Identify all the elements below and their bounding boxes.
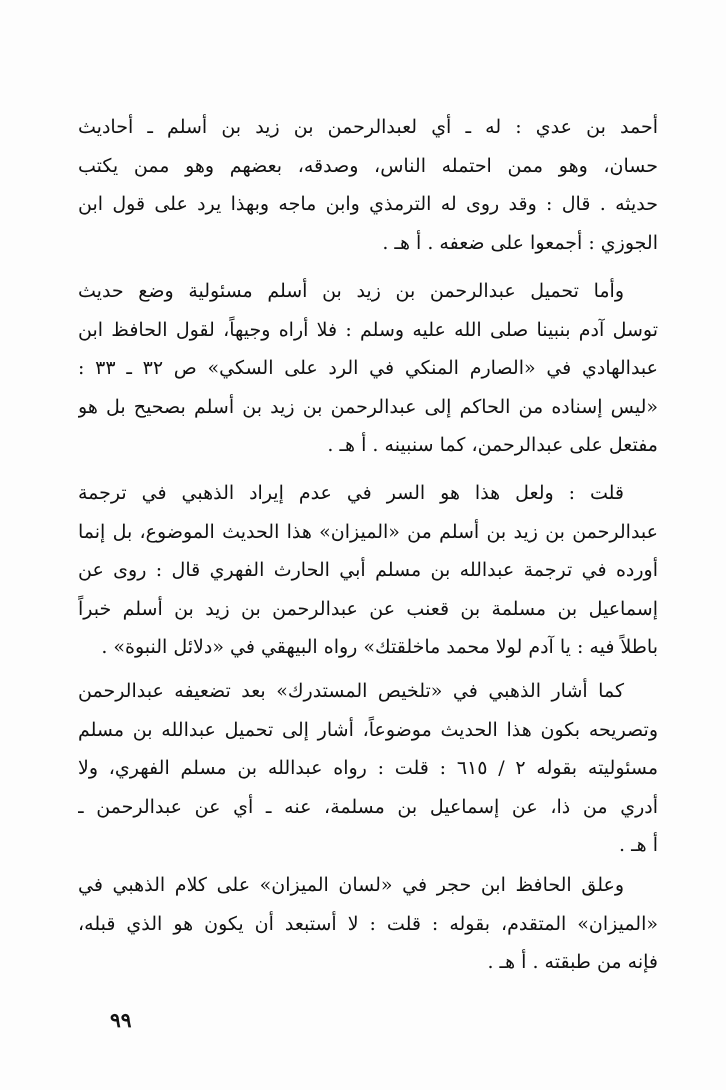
- text-line: عبدالهادي في «الصارم المنكي في الرد على السكي» ص ٣٢ ـ ٣٣ :: [78, 357, 658, 379]
- page-number: ٩٩: [110, 1008, 132, 1032]
- paragraph-1: [78, 108, 658, 262]
- paragraph-4: [78, 672, 658, 865]
- text-line: «الميزان» المتقدم، بقوله : قلت : لا أستبعد أن يكون هو الذي قبله،: [78, 912, 658, 935]
- text-line: فإنه من طبقته . أ هـ .: [487, 951, 658, 973]
- text-line: أورده في ترجمة عبدالله بن مسلم أبي الحارث الفهري قال : روى عن: [78, 559, 658, 581]
- text-line: قلت : ولعل هذا هو السر في عدم إيراد الذهبي في ترجمة: [78, 482, 624, 504]
- text-line: وعلق الحافظ ابن حجر في «لسان الميزان» على كلام الذهبي في: [78, 874, 624, 896]
- text-line: إسماعيل بن مسلمة بن قعنب عن عبدالرحمن بن زيد بن أسلم خبراً: [78, 597, 658, 620]
- text-line: الجوزي : أجمعوا على ضعفه . أ هـ .: [382, 231, 658, 254]
- text-line: كما أشار الذهبي في «تلخيص المستدرك» بعد تضعيفه عبدالرحمن: [78, 680, 624, 702]
- text-line: وأما تحميل عبدالرحمن بن زيد بن أسلم مسئولية وضع حديث: [78, 280, 625, 302]
- paragraph-5: [78, 866, 658, 982]
- text-line: أحمد بن عدي : له ـ أي لعبدالرحمن بن زيد بن أسلم ـ أحاديث: [78, 116, 658, 138]
- text-line: أدري من ذا، عن إسماعيل بن مسلمة، عنه ـ أي عن عبدالرحمن ـ: [78, 795, 658, 818]
- paragraph-3: [78, 474, 658, 667]
- text-line: باطلاً فيه : يا آدم لولا محمد ماخلقتك» رواه البيهقي في «دلائل النبوة» .: [101, 636, 658, 658]
- text-line: توسل آدم بنبينا صلى الله عليه وسلم : فلا أراه وجيهاً، لقول الحافظ ابن: [78, 318, 658, 341]
- text-line: «ليس إسناده من الحاكم إلى عبدالرحمن بن زيد بن أسلم بصحيح بل هو: [78, 395, 658, 418]
- text-line: أ هـ .: [619, 834, 658, 856]
- paragraph-2: [78, 272, 658, 465]
- text-line: مفتعل على عبدالرحمن، كما سنبينه . أ هـ .: [327, 434, 658, 456]
- text-line: مسئوليته بقوله ٢ / ٦١٥ : قلت : رواه عبدالله بن مسلم الفهري، ولا: [78, 757, 658, 779]
- text-line: حسان، وهو ممن احتمله الناس، وصدقه، بعضهم وهو ممن يكتب: [78, 154, 658, 177]
- text-line: عبدالرحمن بن زيد بن أسلم من «الميزان» هذا الحديث الموضوع، بل إنما: [78, 520, 658, 543]
- text-line: حديثه . قال : وقد روى له الترمذي وابن ماجه وبهذا يرد على قول ابن: [78, 193, 658, 215]
- text-line: وتصريحه بكون هذا الحديث موضوعاً، أشار إلى تحميل عبدالله بن مسلم: [78, 718, 658, 741]
